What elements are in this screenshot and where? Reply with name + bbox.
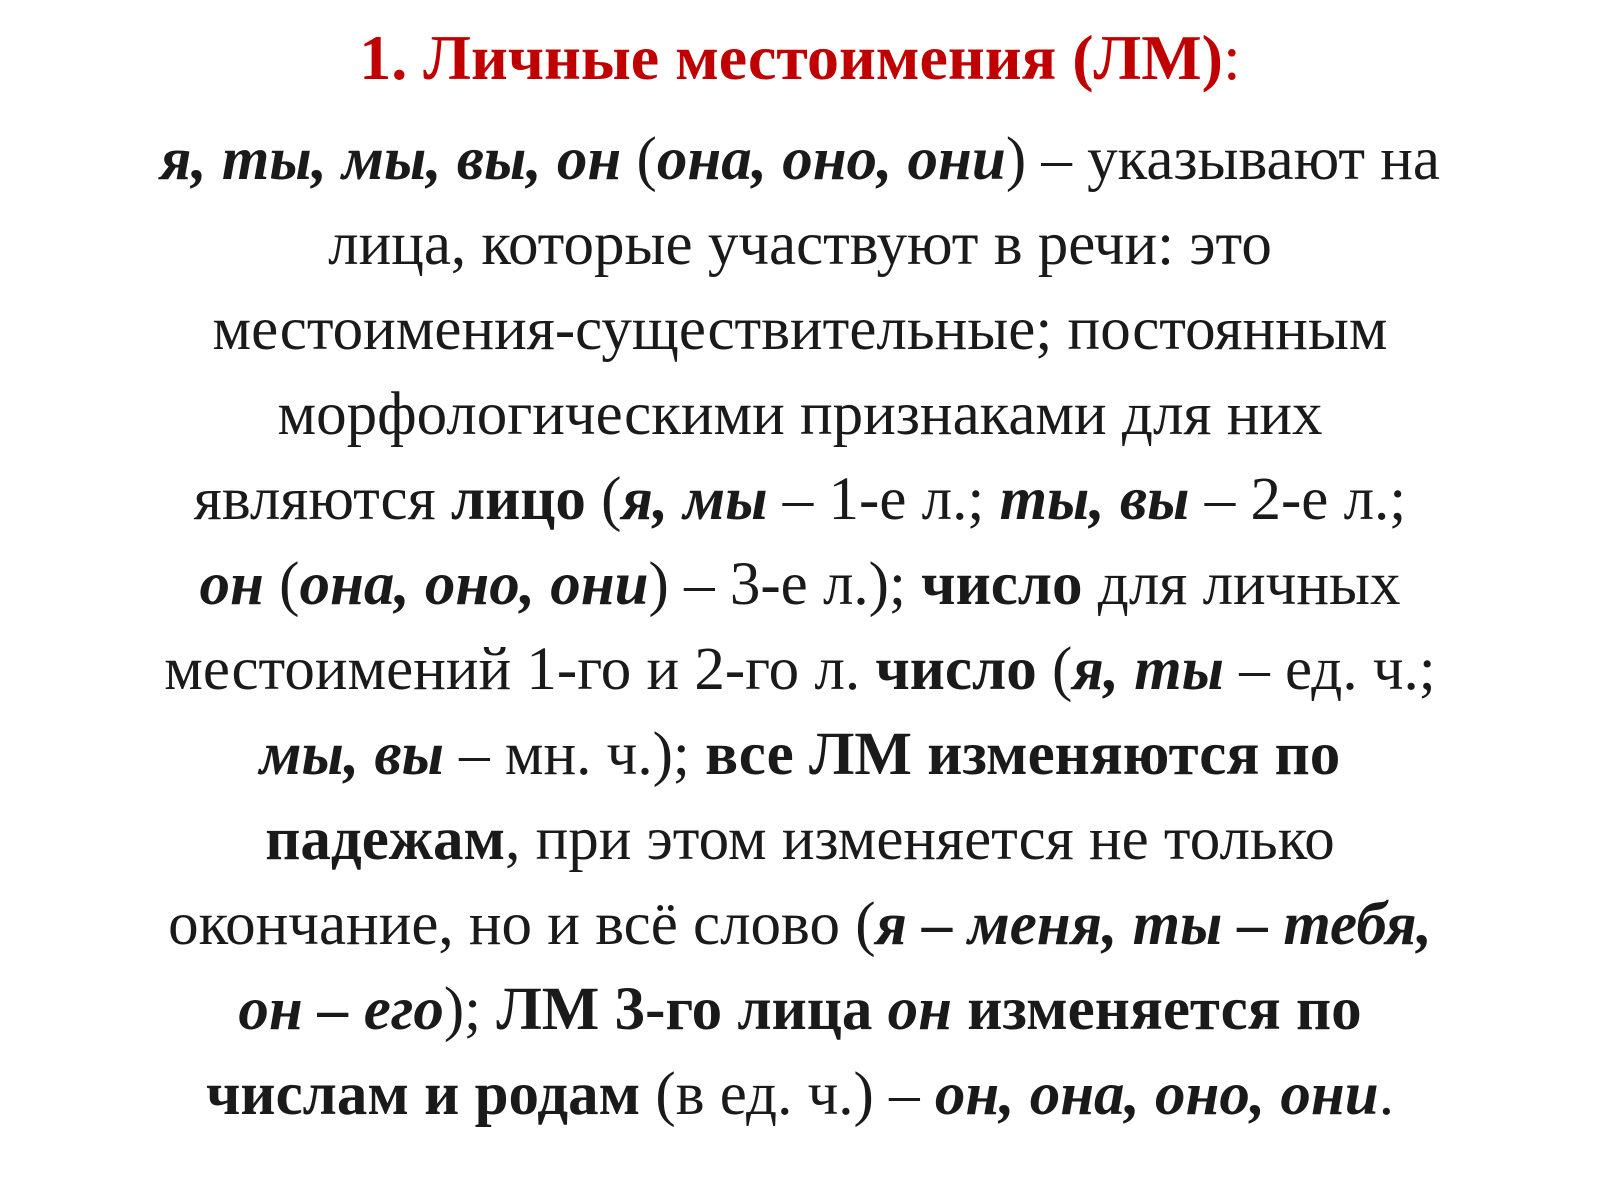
pronoun-list: она, оно, они bbox=[656, 126, 1006, 193]
text-fragment: . bbox=[1378, 1061, 1394, 1128]
text-fragment: (в ед. ч.) – bbox=[640, 1061, 935, 1128]
term-bold: числам и родам bbox=[206, 1061, 641, 1128]
pronoun-list: мы, вы bbox=[259, 721, 444, 788]
slide-title-colon: : bbox=[1222, 22, 1241, 93]
text-line-3: местоимения-существительные; постоянным bbox=[212, 296, 1388, 363]
text-fragment: являются bbox=[193, 466, 451, 533]
text-fragment: ) – указывают на bbox=[1005, 126, 1441, 193]
pronoun-list: я, мы bbox=[621, 466, 768, 533]
text-line-7 bbox=[40, 627, 1560, 712]
slide-title bbox=[0, 18, 1600, 98]
text-fragment: – мн. ч.); bbox=[443, 721, 706, 788]
pronoun-list: я, ты bbox=[1072, 636, 1225, 703]
text-fragment: ( bbox=[263, 551, 300, 618]
text-line-8 bbox=[40, 712, 1560, 797]
pronoun-list: он bbox=[199, 551, 264, 618]
text-line-11 bbox=[40, 967, 1560, 1052]
text-line-1 bbox=[40, 117, 1560, 202]
text-line-2: лица, которые участвуют в речи: это bbox=[328, 211, 1272, 278]
text-fragment: ) – 3-е л.); bbox=[648, 551, 922, 618]
term-bold: изменяется по bbox=[952, 976, 1362, 1043]
pronoun-list: она, оно, они bbox=[299, 551, 649, 618]
text-fragment: – ед. ч.; bbox=[1224, 636, 1436, 703]
text-fragment: ( bbox=[1036, 636, 1073, 703]
text-fragment: ( bbox=[585, 466, 622, 533]
pronoun-list: я, ты, мы, вы, он bbox=[159, 126, 622, 193]
text-fragment: – 1-е л.; bbox=[767, 466, 1000, 533]
pronoun-list: я – меня, ты – тебя, bbox=[875, 891, 1432, 958]
term-bold: падежам bbox=[265, 806, 506, 873]
text-fragment: для личных bbox=[1082, 551, 1401, 618]
term-bold: ЛМ 3-го лица bbox=[496, 976, 888, 1043]
text-line-12 bbox=[40, 1052, 1560, 1137]
slide-body-text bbox=[40, 117, 1560, 1137]
pronoun-list: он, она, оно, они bbox=[934, 1061, 1379, 1128]
pronoun-list: ты, вы bbox=[999, 466, 1190, 533]
pronoun-list: он – его bbox=[238, 976, 444, 1043]
text-fragment: местоимений 1-го и 2-го л. bbox=[164, 636, 876, 703]
text-fragment: , при этом изменяется не только bbox=[505, 806, 1335, 873]
text-line-4: морфологическими признаками для них bbox=[277, 381, 1323, 448]
term-bold: число bbox=[875, 636, 1037, 703]
slide-title-text: 1. Личные местоимения (ЛМ) bbox=[359, 22, 1223, 93]
term-bold: лицо bbox=[450, 466, 586, 533]
text-line-5 bbox=[40, 457, 1560, 542]
text-fragment: ); bbox=[443, 976, 497, 1043]
term-bold: число bbox=[921, 551, 1083, 618]
text-fragment: окончание, но и всё слово ( bbox=[168, 891, 876, 958]
text-fragment: – 2-е л.; bbox=[1189, 466, 1407, 533]
text-line-9 bbox=[40, 797, 1560, 882]
term-bold: все ЛМ изменяются по bbox=[705, 721, 1341, 788]
text-fragment: ( bbox=[621, 126, 657, 193]
pronoun-list: он bbox=[887, 976, 953, 1043]
text-line-10 bbox=[40, 882, 1560, 967]
text-line-6 bbox=[40, 542, 1560, 627]
